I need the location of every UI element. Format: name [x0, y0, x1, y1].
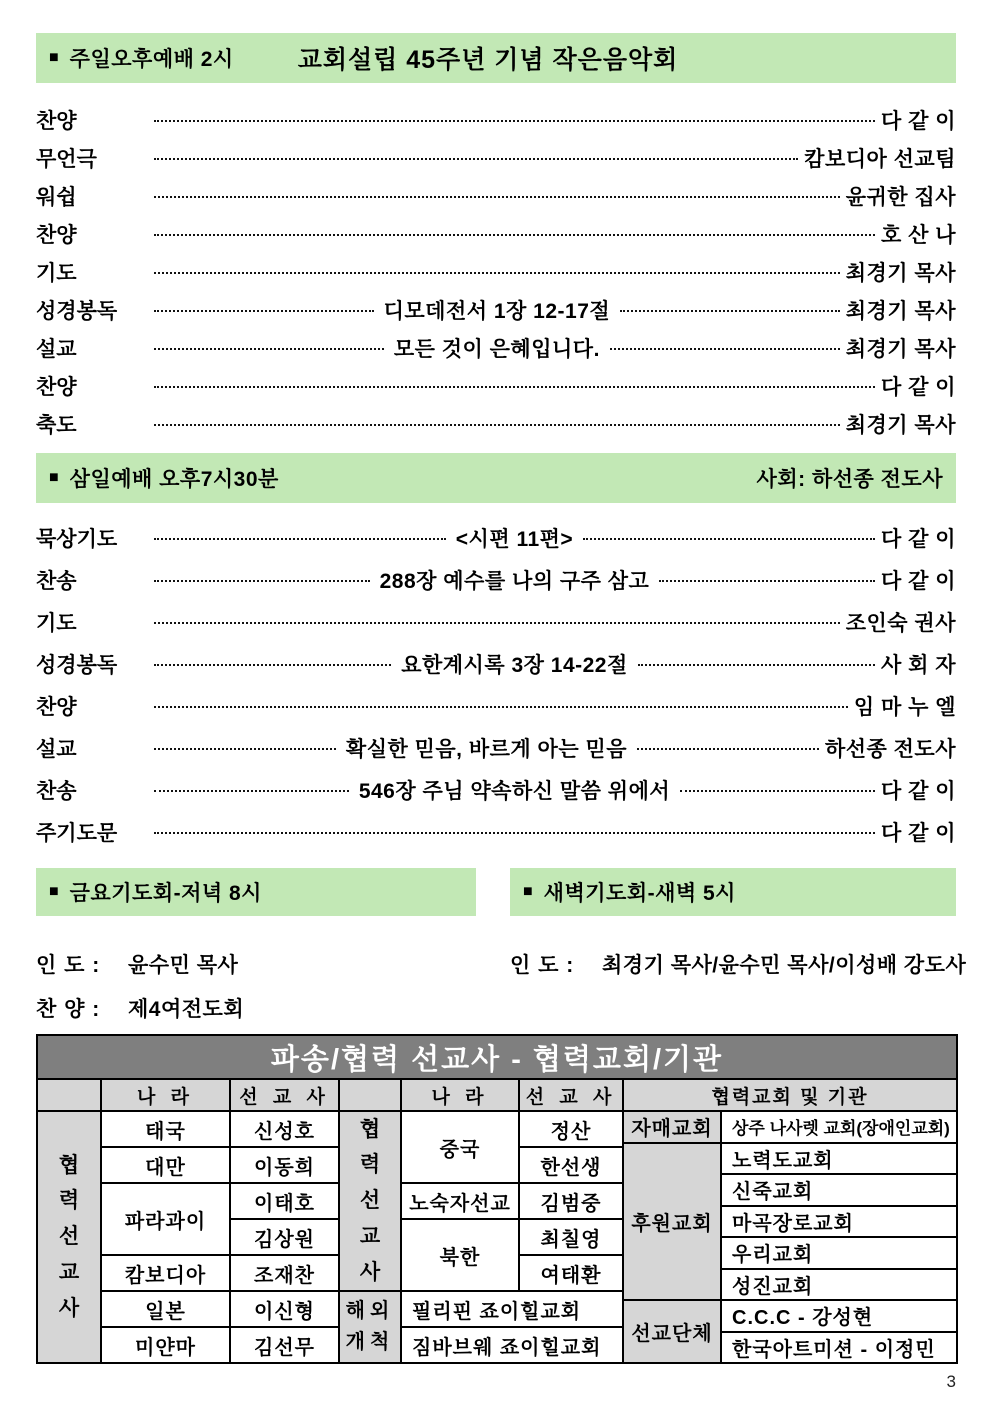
order-value: 다 같 이	[880, 528, 957, 551]
square-bullet-icon: ■	[49, 469, 59, 486]
order-label: 찬송	[36, 570, 77, 593]
country-cell: 노숙자선교	[402, 1184, 518, 1218]
vertical-label: 해외개척	[345, 1300, 395, 1353]
group-label-cooperating-missionaries	[340, 1112, 400, 1290]
header-cell-country: 나 라	[102, 1080, 229, 1110]
group-label-cooperating-missionaries	[38, 1112, 100, 1362]
order-scripture: 디모데전서 1장 12-17절	[383, 300, 611, 323]
dotted-leader	[154, 120, 875, 122]
order-scripture: 요한계시록 3장 14-22절	[401, 654, 628, 677]
org-cell: 마곡장로교회	[722, 1207, 956, 1237]
missionary-cell: 최칠영	[520, 1220, 622, 1254]
order-value: 윤귀한 집사	[845, 186, 956, 209]
order-label: 설교	[36, 338, 77, 361]
order-value: 다 같 이	[880, 780, 956, 803]
mission-table	[36, 1034, 958, 1364]
org-cell: 성진교회	[722, 1270, 956, 1300]
org-cell: 상주 나사렛 교회(장애인교회)	[722, 1112, 956, 1142]
order-value: 최경기 목사	[845, 300, 957, 323]
dawn-prayer-info	[510, 942, 967, 986]
order-value: 임 마 누 엘	[853, 696, 956, 719]
org-cell: 노력도교회	[722, 1144, 956, 1174]
order-value: 캄보디아 선교팀	[804, 148, 956, 171]
order-row	[36, 329, 956, 367]
order-row	[36, 405, 956, 443]
section-header-sunday-afternoon	[36, 33, 956, 83]
order-sermon-title: 모든 것이 은혜입니다.	[393, 338, 600, 361]
order-label: 찬양	[36, 696, 77, 719]
header-cell-missionary: 선 교 사	[520, 1080, 622, 1110]
overseas-church-cell: 짐바브웨 죠이힐교회	[402, 1328, 622, 1362]
order-row	[36, 367, 956, 405]
info-row	[36, 986, 476, 1030]
section-header-dawn-prayer	[510, 868, 956, 916]
country-cell: 미얀마	[102, 1328, 229, 1362]
order-label: 찬양	[36, 224, 77, 247]
missionary-cell: 이태호	[231, 1184, 338, 1218]
country-cell: 캄보디아	[102, 1256, 229, 1290]
order-label: 기도	[36, 612, 77, 635]
info-label: 찬 양 :	[36, 998, 101, 1021]
info-value: 윤수민 목사	[128, 954, 239, 977]
dotted-leader	[154, 386, 875, 388]
mission-table-right-grid	[624, 1112, 956, 1362]
info-label: 인 도 :	[510, 954, 575, 977]
order-label: 성경봉독	[36, 654, 118, 677]
missionary-cell: 한선생	[520, 1148, 622, 1182]
group-label-overseas-planting	[340, 1292, 400, 1362]
order-label: 찬송	[36, 780, 77, 803]
order-label: 축도	[36, 414, 77, 437]
dotted-leader	[583, 538, 875, 540]
order-row	[36, 559, 956, 601]
dotted-leader	[154, 424, 840, 426]
missionary-cell: 정산	[520, 1112, 622, 1146]
order-value: 다 같 이	[880, 822, 956, 845]
order-row	[36, 727, 956, 769]
country-cell: 북한	[402, 1220, 518, 1290]
dotted-leader	[610, 348, 840, 350]
order-label: 기도	[36, 262, 77, 285]
order-row	[36, 177, 956, 215]
dotted-leader	[154, 832, 875, 834]
dotted-leader	[154, 622, 840, 624]
worship-order-wednesday	[36, 517, 956, 853]
order-label: 워쉽	[36, 186, 77, 209]
order-row	[36, 601, 956, 643]
org-cell: 한국아트미션 - 이정민	[722, 1333, 956, 1363]
order-hymn-title: 546장 주님 약속하신 말씀 위에서	[358, 780, 671, 803]
org-cell: 신죽교회	[722, 1175, 956, 1205]
country-cell: 태국	[102, 1112, 229, 1146]
dotted-leader	[154, 790, 349, 792]
missionary-cell: 김상원	[231, 1220, 338, 1254]
order-label: 찬양	[36, 110, 77, 133]
dotted-leader	[154, 158, 798, 160]
header-cell-country: 나 라	[402, 1080, 518, 1110]
order-row	[36, 139, 956, 177]
section-title: 금요기도회-저녁 8시	[69, 882, 262, 905]
org-group-label-sister-church: 자매교회	[624, 1112, 720, 1142]
order-value: 사 회 자	[880, 654, 956, 677]
missionary-cell: 여태환	[520, 1256, 622, 1290]
section-title: 새벽기도회-새벽 5시	[543, 882, 736, 905]
info-value: 제4여전도회	[128, 998, 245, 1021]
dotted-leader	[659, 580, 875, 582]
dawn-prayer-column	[510, 868, 967, 1030]
header-cell-empty	[38, 1080, 100, 1110]
order-value: 호 산 나	[880, 224, 956, 247]
dotted-leader	[154, 348, 384, 350]
order-value: 다 같 이	[880, 570, 956, 593]
dotted-leader	[154, 538, 446, 540]
square-bullet-icon: ■	[523, 883, 533, 900]
order-label: 주기도문	[36, 822, 118, 845]
country-cell: 중국	[402, 1112, 518, 1182]
header-cell-missionary: 선 교 사	[231, 1080, 338, 1110]
dotted-leader	[637, 748, 819, 750]
header-cell-orgs: 협력교회 및 기관	[624, 1080, 956, 1110]
country-cell: 일본	[102, 1292, 229, 1326]
org-group-label-supporting-churches: 후원교회	[624, 1144, 720, 1300]
missionary-cell: 김선무	[231, 1328, 338, 1362]
order-value: 하선종 전도사	[824, 738, 957, 761]
vertical-label: 협력선교사	[58, 1153, 80, 1320]
friday-prayer-info	[36, 942, 476, 1030]
order-value: 다 같 이	[880, 110, 956, 133]
dotted-leader	[154, 196, 840, 198]
dotted-leader	[154, 706, 848, 708]
square-bullet-icon: ■	[49, 49, 59, 66]
mission-table-body	[38, 1112, 956, 1362]
dotted-leader	[638, 664, 875, 666]
dotted-leader	[154, 748, 336, 750]
order-value: 최경기 목사	[845, 414, 956, 437]
missionary-cell: 신성호	[231, 1112, 338, 1146]
dotted-leader	[154, 580, 370, 582]
friday-prayer-column	[36, 868, 476, 1030]
section-header-friday-prayer	[36, 868, 476, 916]
order-scripture: <시편 11편>	[455, 528, 574, 551]
order-label: 설교	[36, 738, 77, 761]
missionary-cell: 이동희	[231, 1148, 338, 1182]
order-value: 다 같 이	[880, 376, 956, 399]
dotted-leader	[154, 310, 374, 312]
dotted-leader	[154, 664, 391, 666]
section-title: 삼일예배 오후7시30분	[69, 468, 279, 491]
info-row	[36, 942, 476, 986]
vertical-label: 협력선교사	[359, 1117, 381, 1284]
order-label: 찬양	[36, 376, 77, 399]
mission-table-title: 파송/협력 선교사 - 협력교회/기관	[38, 1036, 956, 1078]
order-row	[36, 101, 956, 139]
info-label: 인 도 :	[36, 954, 101, 977]
header-cell-empty	[340, 1080, 400, 1110]
page-number: 3	[946, 1372, 956, 1391]
org-group-label-mission-organizations: 선교단체	[624, 1301, 720, 1362]
order-row	[36, 769, 956, 811]
order-row	[36, 215, 956, 253]
order-value: 최경기 목사	[845, 338, 956, 361]
missionary-cell: 조재찬	[231, 1256, 338, 1290]
mission-table-left-grid	[38, 1112, 622, 1362]
missionary-cell: 김범중	[520, 1184, 622, 1218]
country-cell: 파라과이	[102, 1184, 229, 1254]
prayer-meetings	[36, 868, 967, 1030]
mission-table-header-row	[38, 1080, 956, 1110]
order-label: 성경봉독	[36, 300, 118, 323]
section-header-wednesday	[36, 453, 956, 503]
org-cell: C.C.C - 강성현	[722, 1301, 956, 1331]
info-value: 최경기 목사/윤수민 목사/이성배 강도사	[602, 954, 967, 977]
section-subtitle: 교회설립 45주년 기념 작은음악회	[297, 46, 679, 74]
order-sermon-title: 확실한 믿음, 바르게 아는 믿음	[345, 738, 628, 761]
country-cell: 대만	[102, 1148, 229, 1182]
order-label: 묵상기도	[36, 528, 118, 551]
square-bullet-icon: ■	[49, 883, 59, 900]
section-presider: 사회: 하선종 전도사	[756, 468, 943, 491]
dotted-leader	[620, 310, 840, 312]
section-title: 주일오후예배 2시	[69, 48, 234, 71]
order-row	[36, 253, 956, 291]
order-label: 무언극	[36, 148, 97, 171]
order-row	[36, 517, 956, 559]
order-row	[36, 811, 956, 853]
missionary-cell: 이신형	[231, 1292, 338, 1326]
order-value: 최경기 목사	[845, 262, 956, 285]
dotted-leader	[680, 790, 875, 792]
order-hymn-title: 288장 예수를 나의 구주 삼고	[379, 570, 650, 593]
order-row	[36, 643, 956, 685]
order-row	[36, 685, 956, 727]
org-cell: 우리교회	[722, 1238, 956, 1268]
worship-order-sunday	[36, 101, 956, 443]
dotted-leader	[154, 272, 840, 274]
order-value: 조인숙 권사	[845, 612, 956, 635]
info-row	[510, 942, 967, 986]
dotted-leader	[154, 234, 875, 236]
order-row	[36, 291, 956, 329]
overseas-church-cell: 필리핀 죠이힐교회	[402, 1292, 622, 1326]
